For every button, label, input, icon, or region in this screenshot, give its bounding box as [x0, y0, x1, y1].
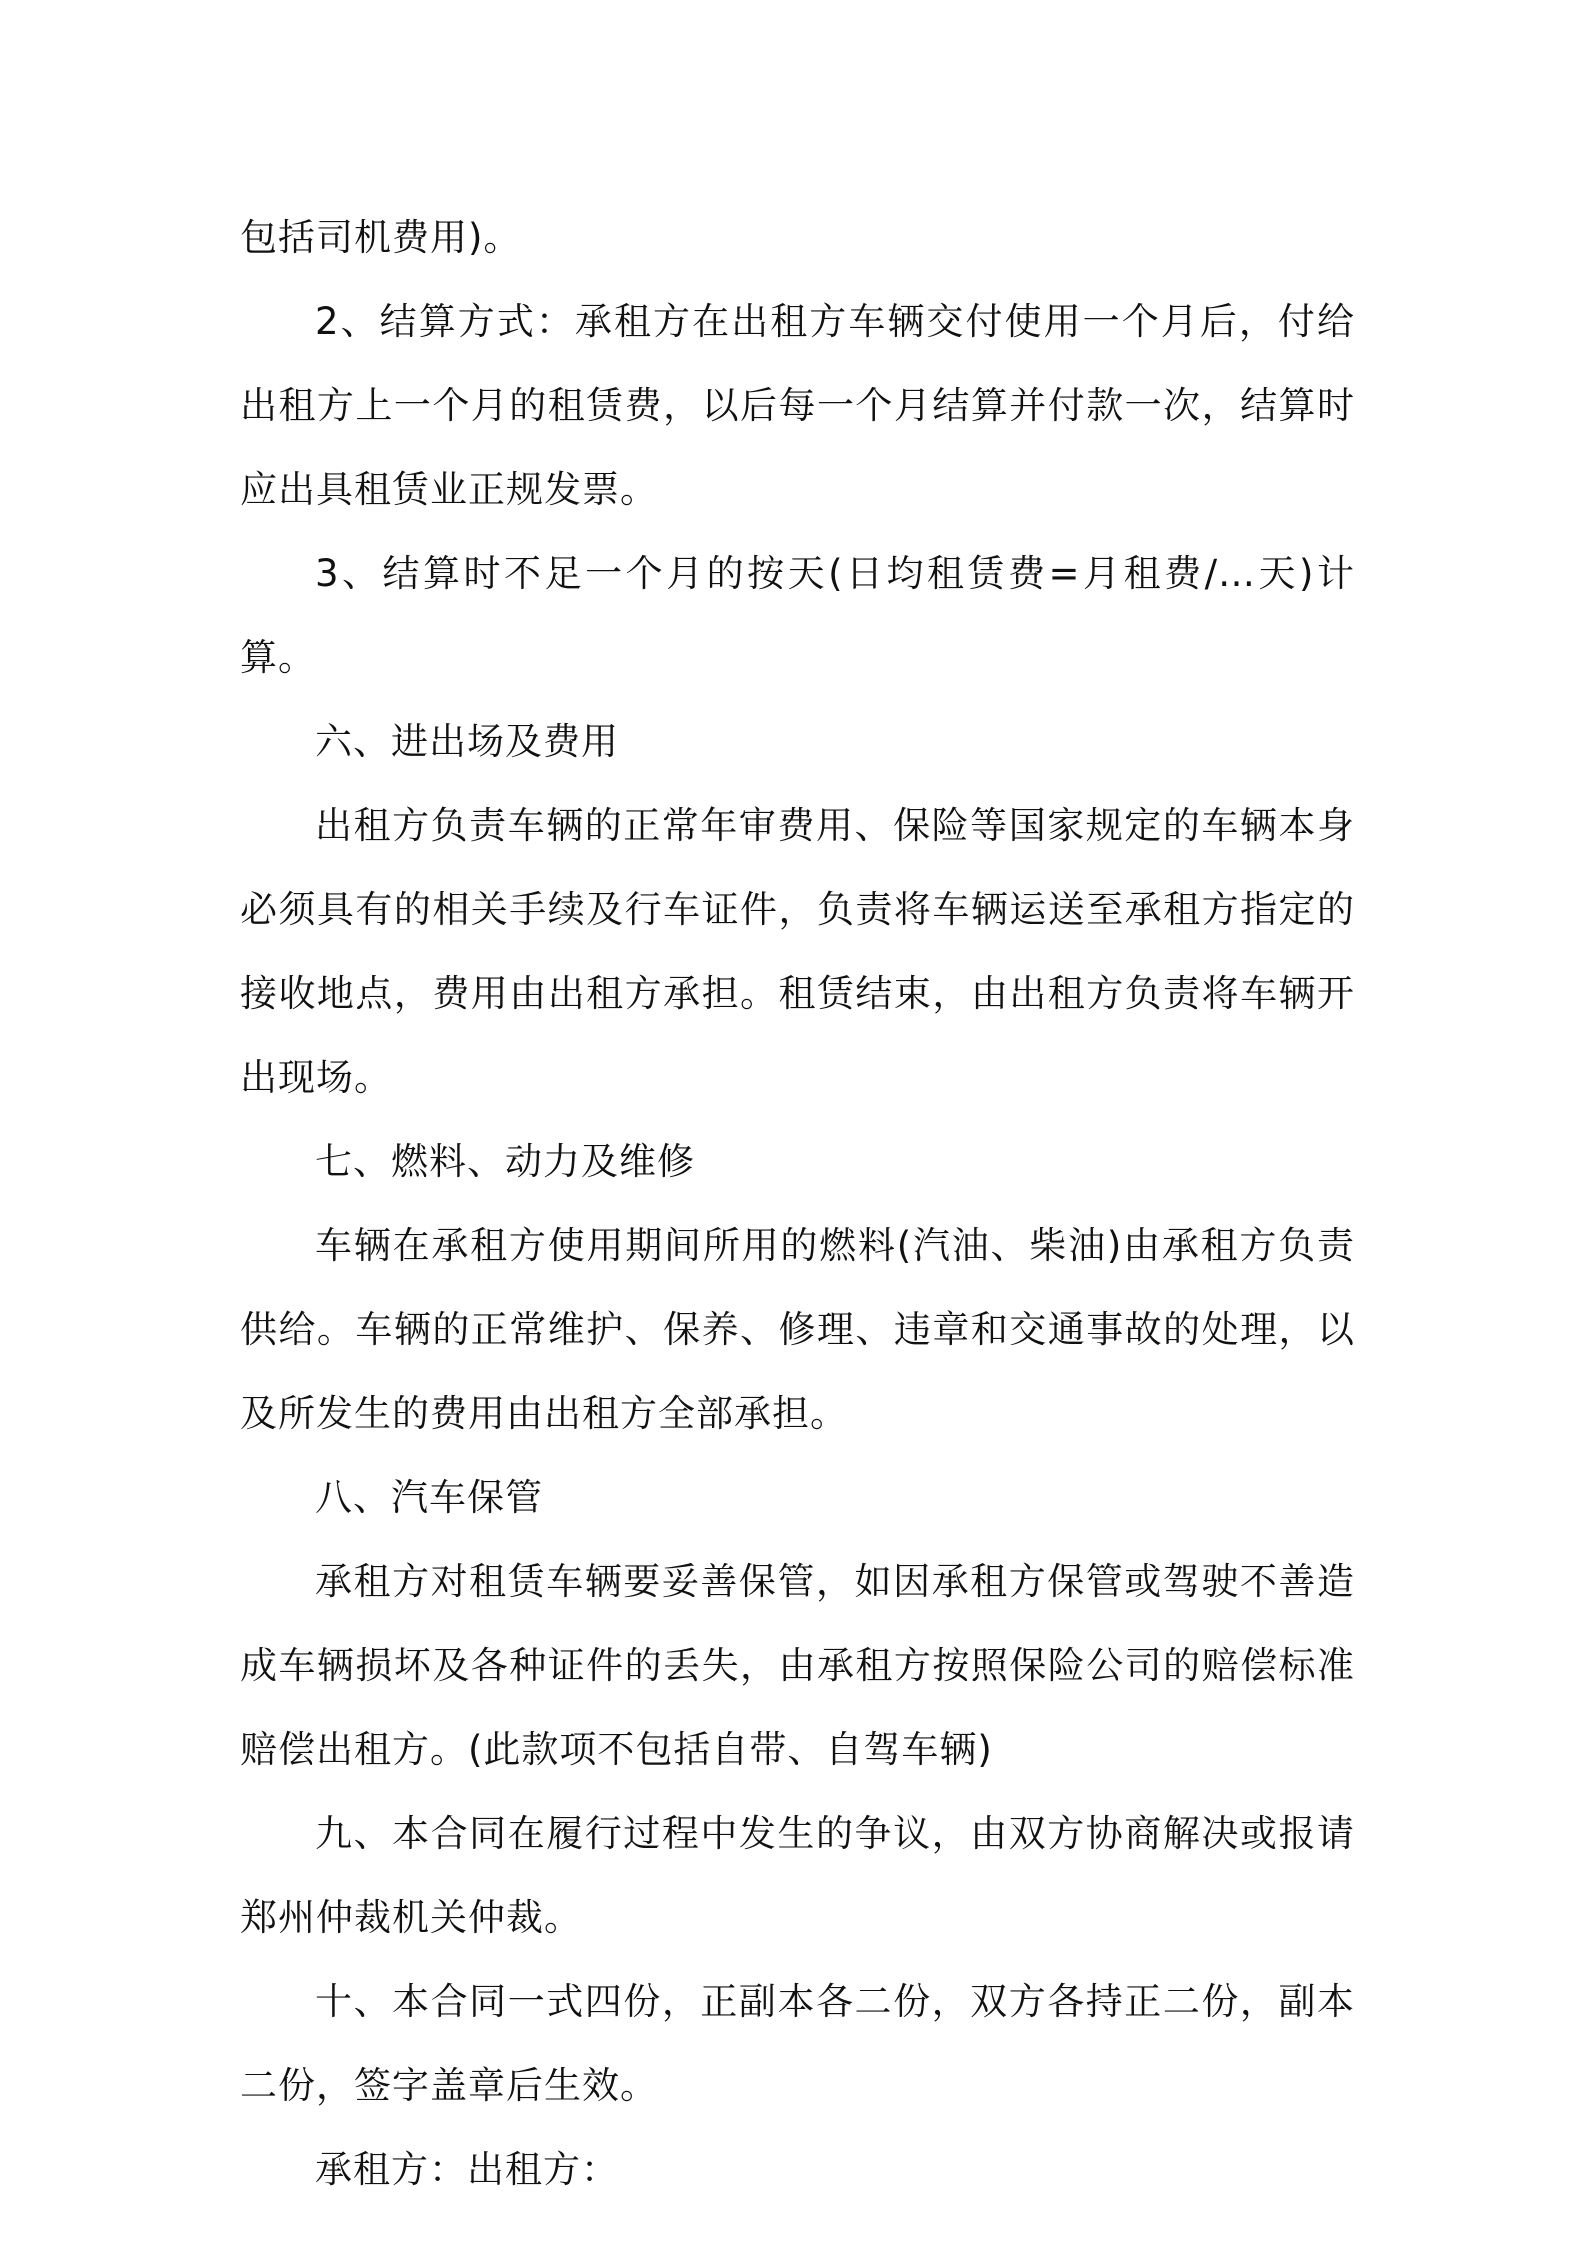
- signature-line: 承租方：出租方：: [315, 2148, 619, 2191]
- heading-section-8: 八、汽车保管: [315, 1476, 543, 1519]
- paragraph-continuation: 包括司机费用)。: [240, 216, 522, 259]
- document-body: [240, 196, 1355, 2212]
- paragraph-settlement-method: 2、结算方式：承租方在出租方车辆交付使用一个月后，付给出租方上一个月的租赁费，以后每一个月结算并付款一次，结算时应出具租赁业正规发票。: [240, 300, 1355, 511]
- paragraph-section-9: 九、本合同在履行过程中发生的争议，由双方协商解决或报请郑州仲裁机关仲裁。: [240, 1812, 1355, 1939]
- paragraph-section-10: 十、本合同一式四份，正副本各二份，双方各持正二份，副本二份，签字盖章后生效。: [240, 1980, 1355, 2107]
- paragraph-partial-month: 3、结算时不足一个月的按天(日均租赁费=月租费/…天)计算。: [240, 552, 1355, 679]
- paragraph-section-8-body: 承租方对租赁车辆要妥善保管，如因承租方保管或驾驶不善造成车辆损坏及各种证件的丢失，由承租方按照保险公司的赔偿标准赔偿出租方。(此款项不包括自带、自驾车辆): [240, 1560, 1355, 1771]
- paragraph-section-6-body: 出租方负责车辆的正常年审费用、保险等国家规定的车辆本身必须具有的相关手续及行车证件，负责将车辆运送至承租方指定的接收地点，费用由出租方承担。租赁结束，由出租方负责将车辆开出现场。: [240, 804, 1355, 1099]
- paragraph-section-7-body: 车辆在承租方使用期间所用的燃料(汽油、柴油)由承租方负责供给。车辆的正常维护、保养、修理、违章和交通事故的处理，以及所发生的费用由出租方全部承担。: [240, 1224, 1355, 1435]
- heading-section-6: 六、进出场及费用: [315, 720, 619, 763]
- heading-section-7: 七、燃料、动力及维修: [315, 1140, 695, 1183]
